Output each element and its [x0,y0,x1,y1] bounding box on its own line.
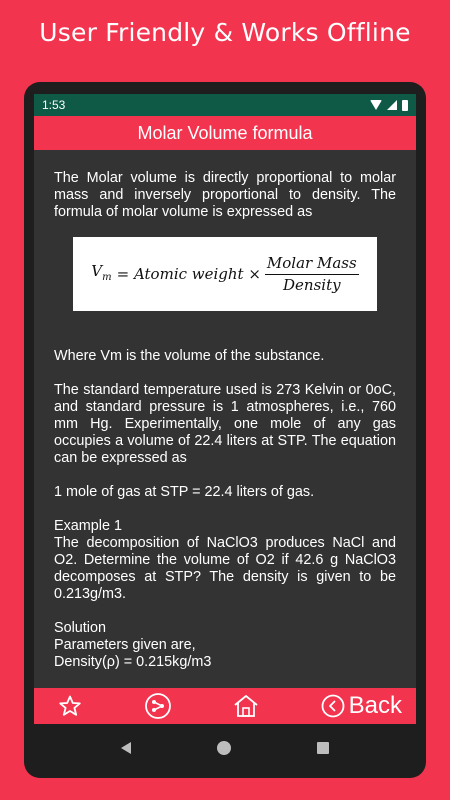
bottom-nav-bar [34,688,416,724]
formula-lhs: $V_m$ [91,261,112,283]
formula-denominator: Density [283,275,341,294]
back-arrow-icon [321,694,345,718]
home-icon [233,693,259,719]
formula-numerator: Molar Mass [265,255,359,275]
back-label: Back [348,692,402,719]
equation-line: 1 mole of gas at STP = 22.4 liters of gas. [54,484,315,500]
where-paragraph: Where Vm is the volume of the substance. [54,348,325,364]
status-bar [34,94,416,116]
home-button[interactable] [233,693,259,719]
signal-icon [387,100,397,110]
promo-headline: User Friendly & Works Offline [39,18,411,47]
solution-title: Solution [54,620,107,636]
intro-paragraph: The Molar volume is directly proportional to molar mass and inversely proportional to density. The formula of molar volume is expressed as [54,170,396,220]
battery-icon [402,100,408,111]
status-icons [370,100,408,111]
system-home-icon[interactable] [217,741,231,755]
content-scroll-area[interactable] [34,150,416,688]
device-frame [24,82,426,778]
example-body: The decomposition of NaClO3 produces NaCl and O2. Determine the volume of O2 if 42.6 g NaClO3 decomposes at STP? The density is given to be 0.213g/m3. [54,535,396,602]
system-nav-bar [24,728,426,768]
density-line: Density(ρ) = 0.215kg/m3 [54,654,212,670]
system-recents-icon[interactable] [317,742,329,754]
favorite-button[interactable] [58,694,82,718]
status-time: 1:53 [42,98,66,112]
share-icon [144,692,172,720]
example-title: Example 1 [54,518,122,534]
formula-middle: = Atomic weight × [116,264,261,283]
back-button[interactable] [321,692,402,720]
wifi-icon [370,100,382,110]
system-back-icon[interactable] [121,742,131,754]
page-title: Molar Volume formula [137,122,313,143]
stp-paragraph: The standard temperature used is 273 Kelvin or 0oC, and standard pressure is 1 atmospheres, i.e., 760 mm Hg. Experimentally, one mole of any gas occupies a volume of 22.4 liters at STP. The equation can be expressed as [54,382,396,466]
app-bar [34,116,416,150]
parameters-line: Parameters given are, [54,637,196,653]
share-button[interactable] [144,692,172,720]
star-icon [58,694,82,718]
formula-fraction [265,255,359,294]
formula-image [73,237,377,311]
